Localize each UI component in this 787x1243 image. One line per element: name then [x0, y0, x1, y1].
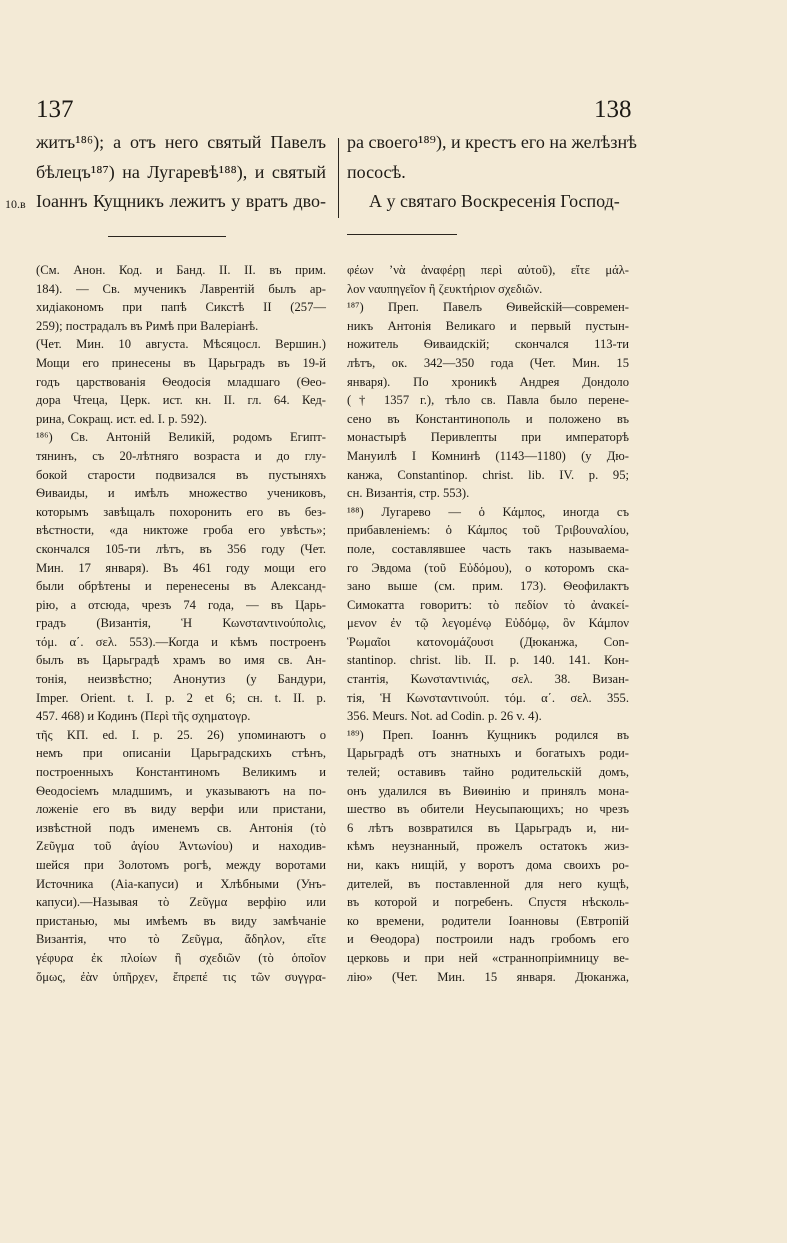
- footnote-line: Ζεῦγμα τοῦ ἁγίου Ἀντωνίου) и находив-: [36, 839, 326, 854]
- footnote-line: хидіакономъ при папѣ Сикстѣ II (257—: [36, 300, 326, 315]
- footnote-line: Ῥωμαῖοι κατονομάζουσι (Дюканжа, Con-: [347, 634, 629, 649]
- footnote-line: канжа, Constantinop. christ. lib. IV. p. 95;: [347, 467, 629, 482]
- main-line: Іоаннъ Кущникъ лежитъ у вратъ дво-: [36, 191, 326, 211]
- footnote-line: лѣтъ, ок. 342—350 года (Чет. Мин. 15: [347, 355, 629, 370]
- footnote-line: поле, составлявшее часть такъ называема-: [347, 541, 629, 556]
- main-line: пососѣ.: [347, 161, 406, 182]
- footnote-line: Imper. Orient. t. I. p. 2 et 6; сн. t. II. p.: [36, 690, 326, 705]
- footnote-line: Мощи его принесены въ Царьградъ въ 19-й: [36, 355, 326, 370]
- footnote-line: шейся при Золотомъ рогѣ, между воротами: [36, 858, 326, 872]
- footnote-line: († 1357 г.), тѣло св. Павла было перене-: [347, 393, 629, 408]
- footnote-line: сено въ Константинополь и положено въ: [347, 411, 629, 426]
- footnote-divider-right: [347, 234, 457, 235]
- footnote-line: скончался 105-ти лѣтъ, въ 356 году (Чет.: [36, 541, 326, 556]
- footnote-line: стантія, Κωνσταντινιάς, σελ. 38. Визан-: [347, 672, 629, 687]
- footnote-line: дителей, въ поставленной для него кущѣ,: [347, 876, 629, 891]
- footnote-line: пристанью, мы имѣемъ въ виду замѣчаніе: [36, 913, 326, 928]
- footnote-line: телей; оставивъ тайно родительскій домъ,: [347, 765, 629, 780]
- footnote-line: были обрѣтены и перенесены въ Александ-: [36, 579, 326, 594]
- footnote-line: лію» (Чет. Мин. 15 января. Дюканжа,: [347, 969, 629, 984]
- footnote-line: капуси).—Называя τὸ Ζεῦγμα верфію или: [36, 895, 326, 910]
- footnote-line: ни, какъ нищій, у воротъ дома своихъ ро-: [347, 858, 629, 872]
- footnote-line: Симокатта говоритъ: τὸ πεδίον τὸ ἀνακεί-: [347, 597, 629, 612]
- footnote-line: градъ (Византія, Ἡ Κωνσταντινούπολις,: [36, 616, 326, 631]
- footnote-line: прибавленіемъ: ὁ Κάμπος τοῦ Τριβουναλίου,: [347, 523, 629, 538]
- right-footnotes: [347, 261, 629, 986]
- footnote-line: кѣмъ неузнанный, прожелъ остатокъ жиз-: [347, 839, 629, 854]
- main-line: житъ¹⁸⁶); а отъ него святый Павелъ: [36, 132, 326, 152]
- footnote-line: никъ Антонія Великаго и первый пустын-: [347, 318, 629, 333]
- right-main-text: [347, 128, 637, 217]
- page-number-left: 137: [36, 96, 74, 123]
- footnote-line: тонія, неизвѣстно; Анонутиз (у Бандури,: [36, 672, 326, 687]
- page-number-right: 138: [594, 96, 632, 123]
- footnote-line: былъ въ Царьградѣ храмъ во имя св. Ан-: [36, 653, 326, 668]
- footnote-line: онъ удалился въ Виѳинію и принялъ мона-: [347, 783, 629, 798]
- footnote-line: бокой старости подвизался въ пустыняхъ: [36, 467, 326, 482]
- footnote-line: сн. Византія, стр. 553).: [347, 486, 470, 501]
- footnote-line: 259); пострадалъ въ Римѣ при Валеріанѣ.: [36, 318, 259, 333]
- footnote-line: вѣстности, «да никтоже гроба его увѣсть»;: [36, 523, 326, 538]
- footnote-line: церковь и при ней «страннопріимницу ве-: [347, 950, 629, 965]
- footnote-line: ко времени, родители Іоанновы (Евтропій: [347, 913, 629, 928]
- footnote-line: τόμ. α΄. σελ. 553).—Когда и кѣмъ построенъ: [36, 634, 326, 649]
- footnote-line: тянинъ, съ 20-лѣтняго возраста и до глу-: [36, 448, 326, 463]
- footnote-line: Источника (Аіа-капуси) и Хлѣбными (Унъ-: [36, 876, 326, 891]
- footnote-line: Царьградѣ отъ знатныхъ и богатыхъ роди-: [347, 746, 629, 761]
- footnote-line: рію, а отсюда, чрезъ 74 года, — въ Царь-: [36, 597, 326, 612]
- footnote-line: ¹⁸⁷) Преп. Павелъ Ѳивейскій—современ-: [347, 300, 629, 315]
- footnote-line: 6 лѣтъ возвратился въ Царьградъ и, ни-: [347, 820, 629, 835]
- footnote-line: го Эвдома (τοῦ Εὐδόμου), о которомъ ска-: [347, 560, 629, 575]
- footnote-line: λον ναυπηγεῖον ἢ ζευκτήριον σχεδιῶν.: [347, 281, 543, 296]
- footnote-line: μενον ἐν τῷ λεγομένῳ Εὐδόμῳ, ὃν Κάμπον: [347, 616, 629, 631]
- footnote-line: января). По хроникѣ Андрея Дондоло: [347, 374, 629, 389]
- footnote-line: (Чет. Мин. 10 августа. Мѣсяцосл. Вершин.): [36, 337, 326, 352]
- main-line: ра своего¹⁸⁹), и крестъ его на желѣзнѣ: [347, 132, 637, 152]
- footnote-line: Мануилѣ I Комнинѣ (1143—1180) (у Дю-: [347, 448, 629, 463]
- footnote-line: ¹⁸⁸) Лугарево — ὁ Κάμπος, иногда съ: [347, 504, 629, 519]
- left-main-text: [36, 128, 326, 217]
- footnote-line: построенныхъ Константиномъ Великимъ и: [36, 765, 326, 780]
- footnote-line: дора Чтеца, Церк. ист. кн. II. гл. 64. Кед-: [36, 393, 326, 408]
- footnote-line: ¹⁸⁹) Преп. Іоаннъ Кущникъ родился въ: [347, 727, 629, 742]
- footnote-line: немъ при описаніи Царьградскихъ стѣнъ,: [36, 746, 326, 761]
- footnote-line: годъ царствованія Ѳеодосія младшаго (Ѳео-: [36, 374, 326, 389]
- footnote-line: и Ѳеодора) построили надъ гробомъ его: [347, 932, 629, 947]
- footnote-line: γέφυρα ἐκ πλοίων ἢ σχεδιῶν (τὸ ὁποῖον: [36, 950, 326, 965]
- footnote-line: рина, Сокращ. ист. ed. I. p. 592).: [36, 411, 208, 426]
- left-footnotes: [36, 261, 326, 986]
- footnote-line: (См. Анон. Код. и Банд. II. II. въ прим.: [36, 263, 326, 277]
- footnote-line: тія, Ἡ Κωνσταντινούπ. τόμ. α΄. σελ. 355.: [347, 690, 629, 705]
- footnote-line: 457. 468) и Кодинъ (Περὶ τῆς σχηματογρ.: [36, 709, 251, 724]
- footnote-line: ложеніе его въ виду верфи или пристани,: [36, 802, 326, 817]
- footnote-line: Ѳиваиды, и имѣлъ множество учениковъ,: [36, 486, 326, 501]
- footnote-line: stantinop. christ. lib. II. p. 140. 141. Кон-: [347, 653, 629, 668]
- footnote-line: зано выше (см. прим. 173). Ѳеофилактъ: [347, 579, 629, 594]
- footnote-line: 356. Meurs. Not. ad Codin. p. 26 v. 4).: [347, 709, 542, 724]
- footnote-line: Ѳеодосіемъ младшимъ, и указываютъ на по-: [36, 783, 326, 798]
- main-line: А у святаго Воскресенія Господ-: [369, 191, 620, 211]
- footnote-line: Мин. 17 января). Въ 461 году мощи его: [36, 560, 326, 575]
- footnote-divider-left: [108, 236, 226, 237]
- footnote-line: ὅμως, ἐὰν ὑπῆρχεν, ἔπρεπέ τις τῶν συγγρα-: [36, 969, 326, 984]
- footnote-line: шество въ обители Неусыпающихъ; но чрезъ: [347, 802, 629, 817]
- footnote-line: извѣстной подъ именемъ св. Антонія (τὸ: [36, 820, 326, 835]
- footnote-line: φέων ʼνὰ ἀναφέρῃ περὶ αὐτοῦ), εἴτε μάλ-: [347, 263, 629, 277]
- column-separator: [338, 138, 339, 218]
- footnote-line: Византія, что τὸ Ζεῦγμα, ἄδηλον, εἴτε: [36, 932, 326, 947]
- footnote-line: τῆς ΚΠ. ed. I. p. 25. 26) упоминаютъ о: [36, 727, 326, 742]
- margin-note: 10.в: [5, 197, 26, 211]
- footnote-line: ножитель Ѳиваидскій; скончался 113-ти: [347, 337, 629, 352]
- footnote-line: въ которой и погребенъ. Спустя нѣсколь-: [347, 895, 629, 910]
- footnote-line: монастырѣ Перивлепты при императорѣ: [347, 430, 629, 445]
- footnote-line: 184). — Св. мученикъ Лаврентій былъ ар-: [36, 281, 326, 296]
- main-line: бѣлецъ¹⁸⁷) на Лугаревѣ¹⁸⁸), и святый: [36, 161, 326, 182]
- footnote-line: которымъ завѣщалъ похоронить его въ без-: [36, 504, 326, 519]
- footnote-line: ¹⁸⁶) Св. Антоній Великій, родомъ Египт-: [36, 430, 326, 445]
